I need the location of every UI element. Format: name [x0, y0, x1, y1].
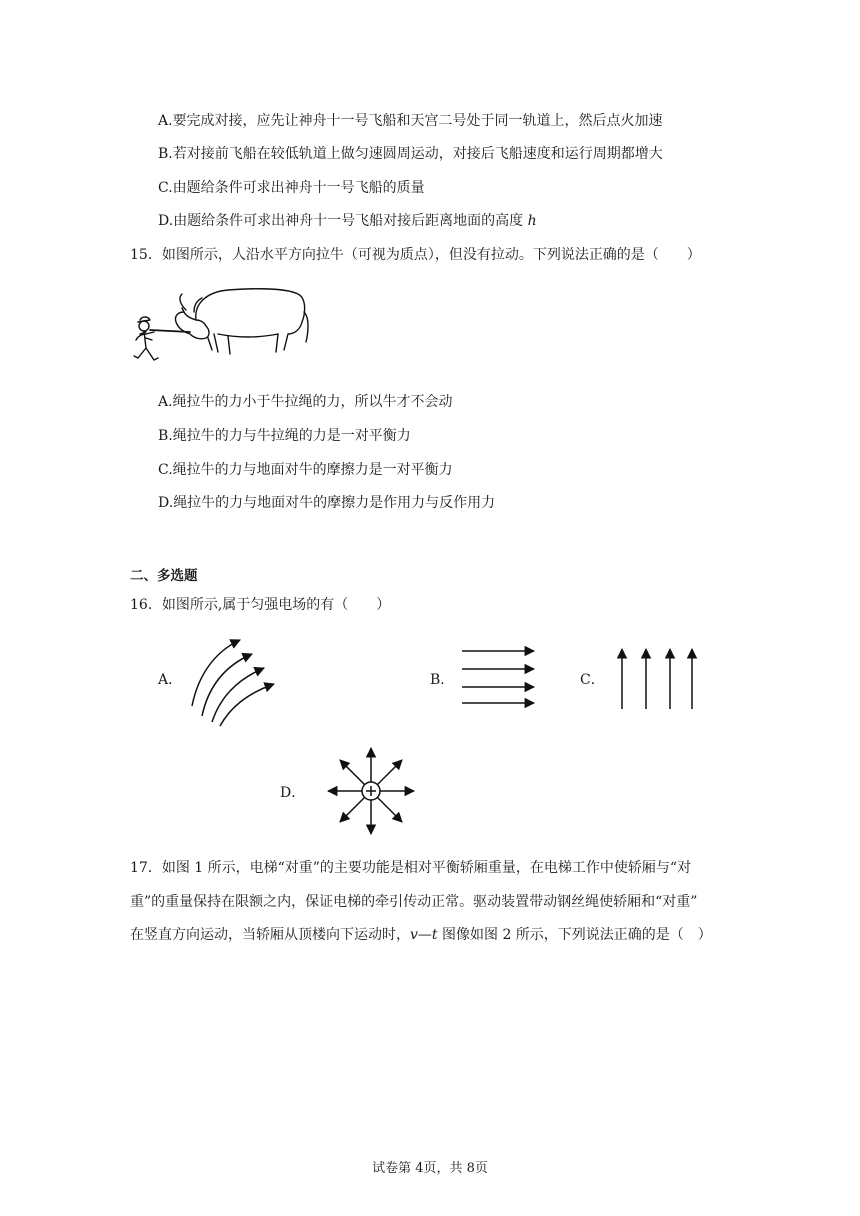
section-title-multiple-choice: 二、多选题 — [130, 568, 198, 584]
q14-option-b: B.若对接前飞船在较低轨道上做匀速圆周运动，对接后飞船速度和运行周期都增大 — [158, 146, 663, 162]
q16-option-a-label: A． — [158, 672, 183, 688]
q16-option-d-label: D． — [280, 785, 306, 801]
vertical-parallel-field-lines-icon — [612, 647, 696, 711]
q17-line-3: 在竖直方向运动，当轿厢从顶楼向下运动时，v—t 图像如图 2 所示，下列说法正确的是（ ） — [130, 927, 712, 943]
q15-stem: 15．如图所示，人沿水平方向拉牛（可视为质点），但没有拉动。下列说法正确的是（ ） — [130, 247, 701, 263]
curved-field-lines-icon — [188, 636, 278, 728]
q16-option-b-label: B． — [430, 672, 455, 688]
point-charge-radial-field-icon — [326, 746, 416, 836]
q14-option-c: C.由题给条件可求出神舟十一号飞船的质量 — [158, 180, 425, 196]
q14-option-d: D.由题给条件可求出神舟十一号飞船对接后距离地面的高度 h — [158, 213, 537, 229]
q16-stem: 16．如图所示,属于匀强电场的有（ ） — [130, 597, 391, 613]
q17-line-1: 17．如图 1 所示，电梯“对重”的主要功能是相对平衡轿厢重量，在电梯工作中使轿厢与“对 — [130, 860, 692, 876]
q15-option-d: D.绳拉牛的力与地面对牛的摩擦力是作用力与反作用力 — [158, 495, 496, 511]
q16-option-c-label: C． — [580, 672, 605, 688]
q15-option-b: B.绳拉牛的力与牛拉绳的力是一对平衡力 — [158, 428, 411, 444]
q17-line-2: 重”的重量保持在限额之内，保证电梯的牵引传动正常。驱动装置带动钢丝绳使轿厢和“对重” — [130, 894, 698, 910]
q15-option-a: A.绳拉牛的力小于牛拉绳的力，所以牛才不会动 — [158, 394, 453, 410]
page-footer: 试卷第 4页，共 8页 — [372, 1161, 488, 1176]
q14-option-a: A.要完成对接，应先让神舟十一号飞船和天宫二号处于同一轨道上，然后点火加速 — [158, 113, 663, 129]
man-pulling-ox-figure — [128, 282, 313, 377]
horizontal-parallel-field-lines-icon — [460, 645, 536, 711]
q15-option-c: C.绳拉牛的力与地面对牛的摩擦力是一对平衡力 — [158, 462, 453, 478]
